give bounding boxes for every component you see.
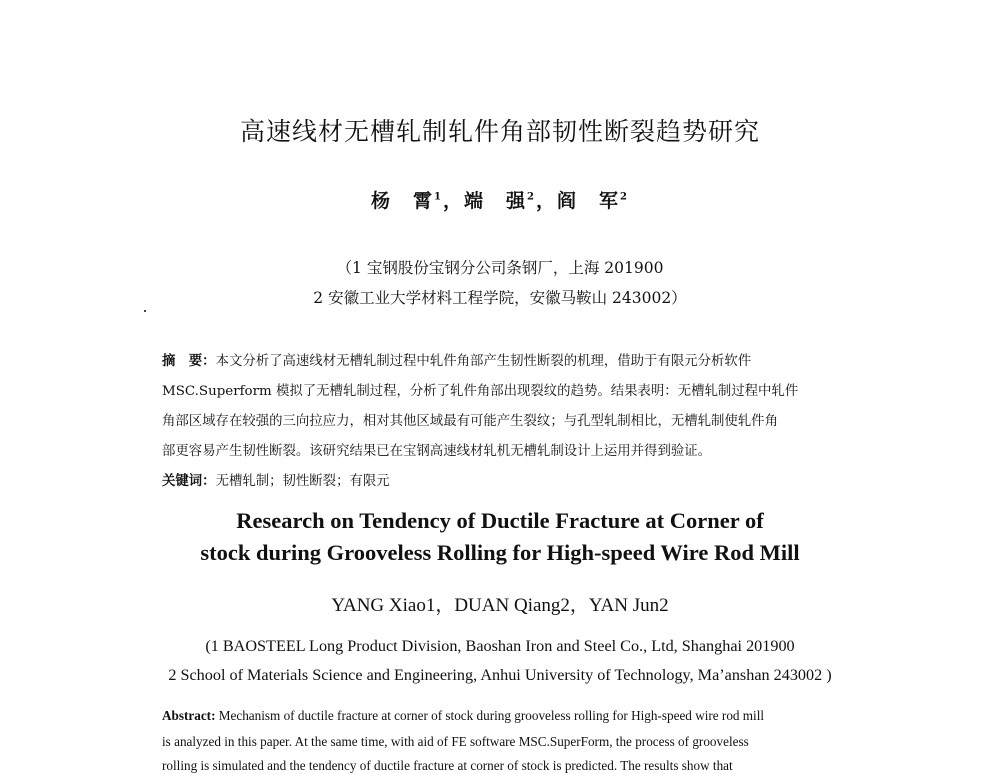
- english-abstract-text: Mechanism of ductile fracture at corner of stock during grooveless rolling for High-speed wire rod mill: [218, 708, 765, 723]
- english-title-line: stock during Grooveless Rolling for High-speed Wire Rod Mill: [200, 540, 800, 565]
- english-abstract-line: is analyzed in this paper. At the same time, with aid of FE software MSC.SuperForm, the process of grooveless: [162, 734, 749, 749]
- chinese-abstract-text: 本文分析了高速线材无槽轧制过程中轧件角部产生韧性断裂的机理，借助于有限元分析软件: [215, 354, 752, 369]
- english-abstract-label: Abstract:: [162, 708, 216, 723]
- author-name: 杨 霄: [371, 190, 435, 212]
- chinese-keywords: [162, 470, 866, 489]
- english-affiliation: (1 BAOSTEEL Long Product Division, Baoshan Iron and Steel Co., Ltd, Shanghai 201900: [205, 637, 795, 655]
- author-separator: ，: [442, 190, 464, 212]
- author-name: 阎 军: [557, 190, 621, 212]
- chinese-affiliation: （1 宝钢股份宝钢分公司条钢厂，上海 201900: [336, 259, 664, 277]
- chinese-keywords-text: 无槽轧制；韧性断裂；有限元: [215, 474, 390, 489]
- chinese-keywords-label: 关键词：: [162, 473, 216, 489]
- author-affiliation-mark: 2: [620, 191, 629, 203]
- author-affiliation-mark: 1: [434, 191, 443, 203]
- chinese-abstract-line: [162, 350, 866, 369]
- english-title-line: Research on Tendency of Ductile Fracture at Corner of: [236, 508, 764, 533]
- chinese-abstract-line: 角部区域存在较强的三向拉应力，相对其他区域最有可能产生裂纹；与孔型轧制相比，无槽轧制使轧件角: [162, 414, 778, 429]
- chinese-abstract-line: MSC.Superform 模拟了无槽轧制过程，分析了轧件角部出现裂纹的趋势。结果表明：无槽轧制过程中轧件: [162, 384, 799, 399]
- english-authors: YANG Xiao1，DUAN Qiang2，YAN Jun2: [331, 595, 669, 616]
- author-separator: ，: [535, 190, 557, 212]
- chinese-authors: [0, 186, 1000, 213]
- chinese-abstract-line: 部更容易产生韧性断裂。该研究结果已在宝钢高速线材轧机无槽轧制设计上运用并得到验证。: [162, 444, 712, 459]
- english-abstract-line: rolling is simulated and the tendency of ductile fracture at corner of stock is predicted. The results show that: [162, 758, 733, 773]
- chinese-affiliation: 2 安徽工业大学材料工程学院，安徽马鞍山 243002）: [313, 289, 687, 307]
- chinese-title: 高速线材无槽轧制轧件角部韧性断裂趋势研究: [239, 117, 760, 146]
- author-affiliation-mark: 2: [527, 191, 536, 203]
- stray-dot: [144, 310, 146, 312]
- chinese-abstract-label: 摘 要：: [162, 353, 216, 369]
- english-affiliation: 2 School of Materials Science and Engineering, Anhui University of Technology, Ma’anshan 243002 ): [168, 666, 832, 684]
- english-abstract-line: [162, 708, 862, 724]
- author-name: 端 强: [464, 190, 528, 212]
